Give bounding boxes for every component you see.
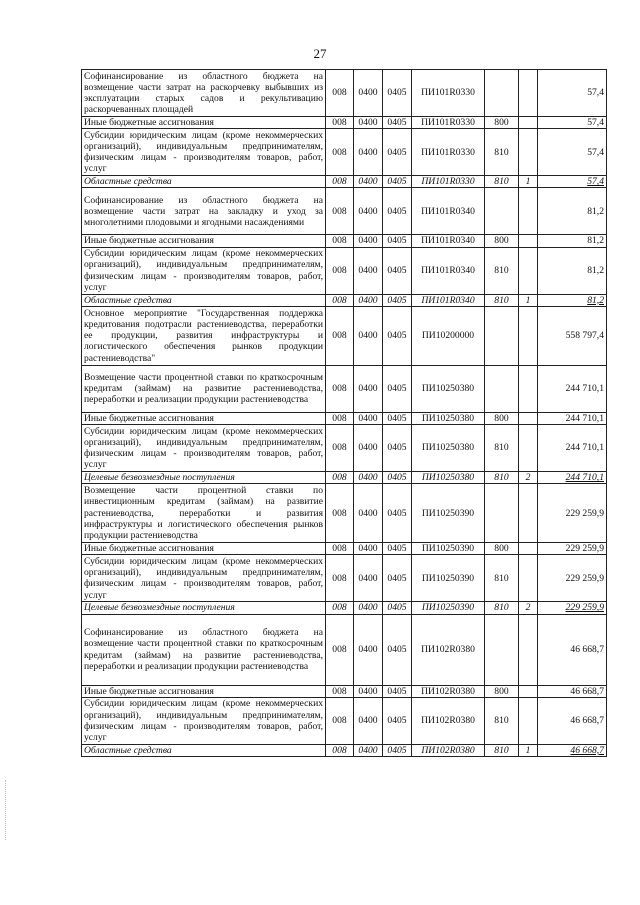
row-ministry-code: 008 [326,129,354,176]
row-target-article: ПИ102R0380 [412,744,485,756]
row-subsection-code: 0405 [383,188,412,235]
table-row [82,117,607,129]
row-amount: 81,2 [538,294,607,306]
row-target-article: ПИ10250380 [412,425,485,472]
row-ministry-code: 008 [326,412,354,424]
table-row [82,425,607,472]
row-amount: 81,2 [538,235,607,247]
row-subsection-code: 0405 [383,685,412,697]
row-source-code [519,365,538,412]
row-expense-type: 810 [485,294,519,306]
row-amount: 229 259,9 [538,484,607,543]
row-target-article: ПИ101R0330 [412,70,485,117]
row-section-code: 0400 [354,294,383,306]
row-ministry-code: 008 [326,602,354,614]
row-description: Софинансирование из областного бюджета на возмещение части процентной ставки по краткосрочным кредитам (займам) на развитие растениеводства, переработки и реализации продукции растениеводства [82,614,326,685]
row-ministry-code: 008 [326,117,354,129]
row-section-code: 0400 [354,176,383,188]
row-target-article: ПИ10250390 [412,602,485,614]
row-source-code [519,306,538,365]
row-target-article: ПИ101R0330 [412,117,485,129]
table-row [82,412,607,424]
row-amount: 229 259,9 [538,543,607,555]
row-description: Иные бюджетные ассигнования [82,235,326,247]
row-subsection-code: 0405 [383,602,412,614]
row-subsection-code: 0405 [383,70,412,117]
row-subsection-code: 0405 [383,543,412,555]
row-section-code: 0400 [354,117,383,129]
row-expense-type: 800 [485,685,519,697]
table-row [82,235,607,247]
row-subsection-code: 0405 [383,129,412,176]
row-description: Возмещение части процентной ставки по краткосрочным кредитам (займам) на развитие растениеводства, переработки и реализации продукции растениеводства [82,365,326,412]
table-row [82,697,607,744]
row-ministry-code: 008 [326,472,354,484]
row-ministry-code: 008 [326,555,354,602]
row-description: Целевые безвозмездные поступления [82,602,326,614]
row-amount: 229 259,9 [538,602,607,614]
row-expense-type: 810 [485,697,519,744]
row-target-article: ПИ101R0330 [412,176,485,188]
row-source-code [519,188,538,235]
row-description: Субсидии юридическим лицам (кроме некоммерческих организаций), индивидуальным предпринимателям, физическим лицам - производителям товаров, работ, услуг [82,425,326,472]
table-row [82,294,607,306]
row-description: Субсидии юридическим лицам (кроме некоммерческих организаций), индивидуальным предпринимателям, физическим лицам - производителям товаров, работ, услуг [82,555,326,602]
table-row [82,555,607,602]
row-description: Основное мероприятие "Государственная поддержка кредитования подотрасли растениеводства, переработки ее продукции, развития инфраструктуры и логистического обеспечения рынков продукции растениеводства" [82,306,326,365]
table-row [82,744,607,756]
row-amount: 46 668,7 [538,744,607,756]
row-description: Субсидии юридическим лицам (кроме некоммерческих организаций), индивидуальным предпринимателям, физическим лицам - производителям товаров, работ, услуг [82,247,326,294]
row-target-article: ПИ10250380 [412,472,485,484]
row-target-article: ПИ101R0340 [412,188,485,235]
row-expense-type: 800 [485,117,519,129]
row-section-code: 0400 [354,744,383,756]
row-ministry-code: 008 [326,176,354,188]
row-expense-type [485,70,519,117]
row-description: Субсидии юридическим лицам (кроме некоммерческих организаций), индивидуальным предпринимателям, физическим лицам - производителям товаров, работ, услуг [82,697,326,744]
row-target-article: ПИ10250390 [412,555,485,602]
row-expense-type: 810 [485,555,519,602]
table-row [82,70,607,117]
row-subsection-code: 0405 [383,425,412,472]
row-source-code: 1 [519,294,538,306]
row-amount: 244 710,1 [538,425,607,472]
row-source-code [519,117,538,129]
row-section-code: 0400 [354,365,383,412]
row-expense-type [485,614,519,685]
row-section-code: 0400 [354,247,383,294]
row-expense-type: 810 [485,472,519,484]
table-row [82,543,607,555]
row-target-article: ПИ102R0380 [412,697,485,744]
row-section-code: 0400 [354,425,383,472]
row-ministry-code: 008 [326,425,354,472]
row-subsection-code: 0405 [383,365,412,412]
row-ministry-code: 008 [326,247,354,294]
row-amount: 81,2 [538,188,607,235]
row-source-code [519,484,538,543]
row-section-code: 0400 [354,555,383,602]
row-subsection-code: 0405 [383,555,412,602]
row-description: Возмещение части процентной ставки по инвестиционным кредитам (займам) на развитие растениеводства, переработки и развития инфраструктуры и логистического обеспечения рынков продукции растениеводства [82,484,326,543]
row-description: Иные бюджетные ассигнования [82,117,326,129]
row-description: Областные средства [82,176,326,188]
row-amount: 46 668,7 [538,614,607,685]
row-subsection-code: 0405 [383,614,412,685]
row-ministry-code: 008 [326,685,354,697]
row-target-article: ПИ101R0330 [412,129,485,176]
row-source-code [519,543,538,555]
row-target-article: ПИ10250390 [412,543,485,555]
row-amount: 46 668,7 [538,685,607,697]
row-source-code: 2 [519,602,538,614]
row-expense-type: 810 [485,176,519,188]
row-expense-type [485,188,519,235]
table-row [82,188,607,235]
row-section-code: 0400 [354,412,383,424]
row-expense-type: 810 [485,129,519,176]
row-target-article: ПИ101R0340 [412,235,485,247]
row-amount: 244 710,1 [538,412,607,424]
row-target-article: ПИ10250390 [412,484,485,543]
row-source-code [519,129,538,176]
row-target-article: ПИ10250380 [412,365,485,412]
row-subsection-code: 0405 [383,294,412,306]
table-row [82,472,607,484]
row-section-code: 0400 [354,697,383,744]
row-expense-type: 810 [485,602,519,614]
row-subsection-code: 0405 [383,472,412,484]
row-target-article: ПИ102R0380 [412,685,485,697]
row-subsection-code: 0405 [383,117,412,129]
row-description: Иные бюджетные ассигнования [82,685,326,697]
row-source-code: 1 [519,176,538,188]
row-source-code [519,697,538,744]
row-amount: 229 259,9 [538,555,607,602]
budget-table-body [82,70,607,757]
table-row [82,176,607,188]
row-section-code: 0400 [354,484,383,543]
row-target-article: ПИ10200000 [412,306,485,365]
row-ministry-code: 008 [326,697,354,744]
row-source-code: 2 [519,472,538,484]
row-section-code: 0400 [354,235,383,247]
row-description: Иные бюджетные ассигнования [82,412,326,424]
row-expense-type: 800 [485,543,519,555]
row-ministry-code: 008 [326,614,354,685]
row-subsection-code: 0405 [383,744,412,756]
row-source-code [519,247,538,294]
row-source-code [519,70,538,117]
row-description: Субсидии юридическим лицам (кроме некоммерческих организаций), индивидуальным предпринимателям, физическим лицам - производителям товаров, работ, услуг [82,129,326,176]
row-amount: 46 668,7 [538,697,607,744]
row-section-code: 0400 [354,188,383,235]
row-ministry-code: 008 [326,543,354,555]
row-ministry-code: 008 [326,235,354,247]
row-expense-type: 810 [485,744,519,756]
row-amount: 558 797,4 [538,306,607,365]
row-section-code: 0400 [354,543,383,555]
row-target-article: ПИ10250380 [412,412,485,424]
row-ministry-code: 008 [326,70,354,117]
row-expense-type: 810 [485,247,519,294]
row-target-article: ПИ101R0340 [412,294,485,306]
row-ministry-code: 008 [326,188,354,235]
row-source-code [519,555,538,602]
row-expense-type [485,484,519,543]
row-ministry-code: 008 [326,306,354,365]
row-expense-type [485,365,519,412]
row-section-code: 0400 [354,602,383,614]
table-row [82,306,607,365]
row-description: Иные бюджетные ассигнования [82,543,326,555]
table-row [82,602,607,614]
row-ministry-code: 008 [326,365,354,412]
table-row [82,614,607,685]
page-number: 27 [313,46,327,61]
table-row [82,365,607,412]
row-description: Софинансирование из областного бюджета на возмещение части затрат на закладку и уход за многолетними плодовыми и ягодными насаждениями [82,188,326,235]
row-source-code [519,425,538,472]
row-amount: 81,2 [538,247,607,294]
row-expense-type [485,306,519,365]
row-section-code: 0400 [354,129,383,176]
row-source-code [519,235,538,247]
row-subsection-code: 0405 [383,176,412,188]
row-section-code: 0400 [354,70,383,117]
row-target-article: ПИ102R0380 [412,614,485,685]
row-expense-type: 800 [485,412,519,424]
row-description: Областные средства [82,744,326,756]
row-source-code [519,614,538,685]
row-description: Целевые безвозмездные поступления [82,472,326,484]
row-subsection-code: 0405 [383,412,412,424]
row-source-code [519,685,538,697]
row-subsection-code: 0405 [383,484,412,543]
row-section-code: 0400 [354,685,383,697]
row-ministry-code: 008 [326,744,354,756]
row-description: Софинансирование из областного бюджета на возмещение части затрат на раскорчевку выбывших из эксплуатации старых садов и рекультивацию раскорчеванных площадей [82,70,326,117]
margin-mark [5,780,7,840]
row-section-code: 0400 [354,472,383,484]
row-section-code: 0400 [354,614,383,685]
row-subsection-code: 0405 [383,235,412,247]
row-amount: 57,4 [538,176,607,188]
table-row [82,247,607,294]
row-amount: 244 710,1 [538,472,607,484]
row-ministry-code: 008 [326,294,354,306]
row-amount: 244 710,1 [538,365,607,412]
budget-table [81,69,607,757]
row-amount: 57,4 [538,129,607,176]
row-subsection-code: 0405 [383,306,412,365]
row-expense-type: 810 [485,425,519,472]
table-row [82,685,607,697]
row-expense-type: 800 [485,235,519,247]
table-row [82,129,607,176]
row-description: Областные средства [82,294,326,306]
row-amount: 57,4 [538,70,607,117]
row-ministry-code: 008 [326,484,354,543]
row-amount: 57,4 [538,117,607,129]
row-section-code: 0400 [354,306,383,365]
row-source-code [519,412,538,424]
row-source-code: 1 [519,744,538,756]
row-subsection-code: 0405 [383,697,412,744]
table-row [82,484,607,543]
row-target-article: ПИ101R0340 [412,247,485,294]
row-subsection-code: 0405 [383,247,412,294]
